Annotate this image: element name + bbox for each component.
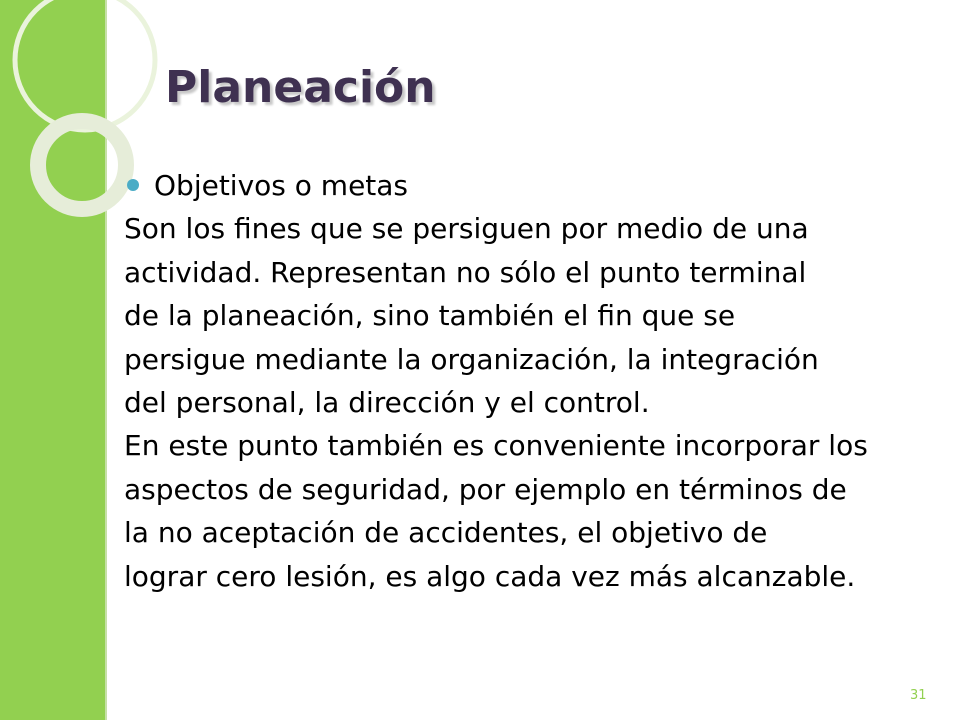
paragraph-objectives-definition (124, 207, 936, 424)
bullet-text: Objetivos o metas (154, 169, 409, 202)
paragraph-line: aspectos de seguridad, por ejemplo en términos de (124, 472, 847, 506)
paragraph-line: de la planeación, sino también el fin que se (124, 299, 736, 333)
bullet-dot-icon (127, 179, 139, 191)
small-ring (38, 121, 126, 209)
paragraph-line: del personal, la dirección y el control. (124, 385, 650, 419)
paragraph-line: lograr cero lesión, es algo cada vez más alcanzable. (124, 559, 856, 593)
bullet-item (124, 164, 936, 207)
slide-content (124, 164, 936, 598)
paragraph-line: En este punto también es conveniente incorporar los (124, 429, 868, 463)
paragraph-line: persigue mediante la organización, la integración (124, 342, 819, 376)
slide-number: 31 (910, 688, 927, 703)
paragraph-line: la no aceptación de accidentes, el objetivo de (124, 516, 768, 550)
paragraph-safety-aspects (124, 424, 936, 598)
paragraph-line: actividad. Representan no sólo el punto terminal (124, 255, 807, 289)
large-ring (15, 0, 155, 130)
slide-title: Planeación (165, 62, 436, 113)
paragraph-line: Son los fines que se persiguen por medio de una (124, 212, 809, 246)
